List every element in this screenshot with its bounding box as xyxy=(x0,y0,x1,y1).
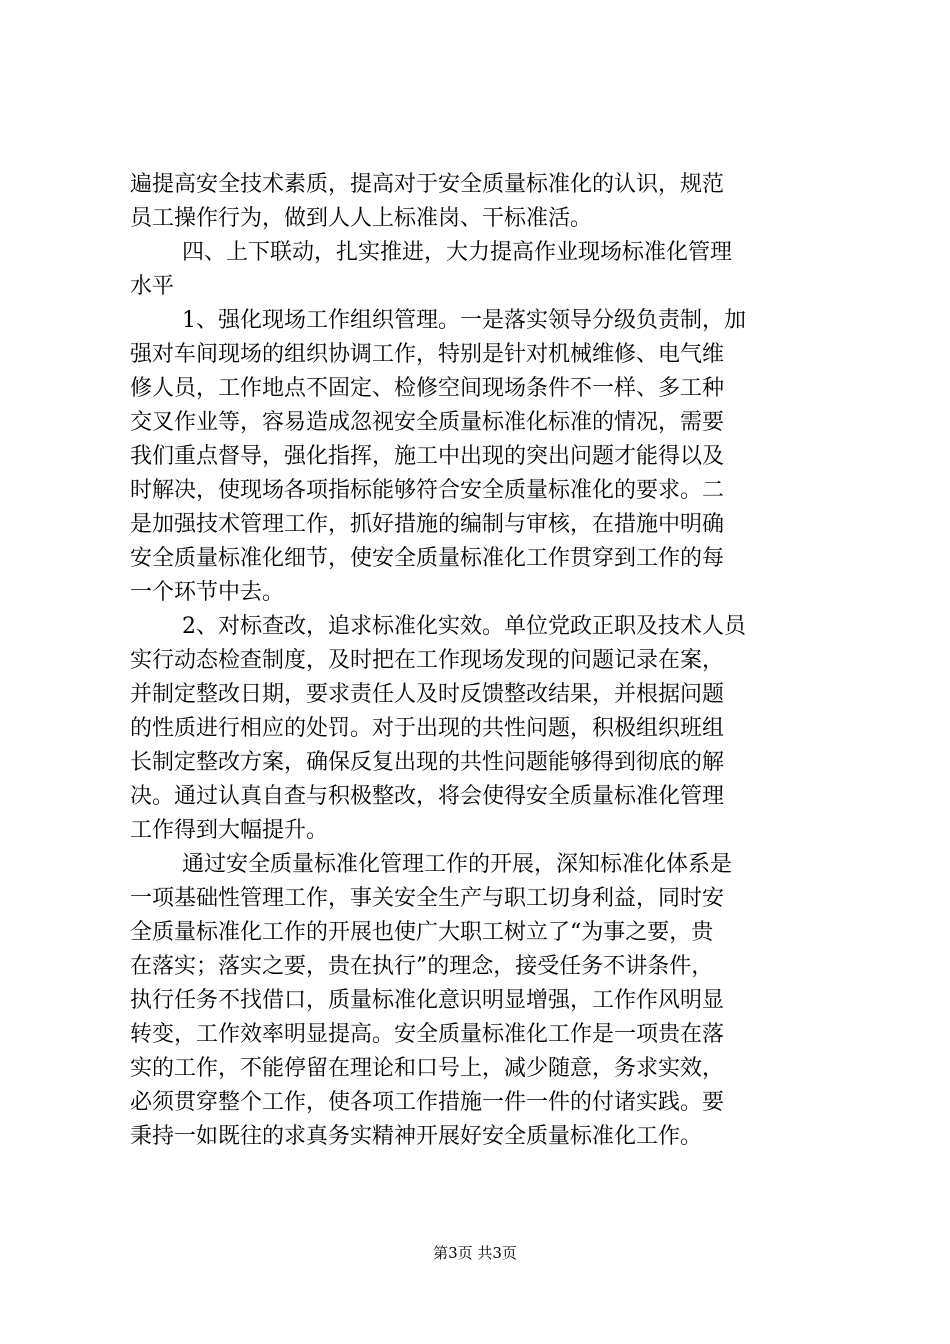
text-line: 实的工作，不能停留在理论和口号上，减少随意，务求实效， xyxy=(130,1056,725,1081)
text-line: 修人员，工作地点不固定、检修空间现场条件不一样、多工种 xyxy=(130,376,725,401)
text-line: 安全质量标准化细节，使安全质量标准化工作贯穿到工作的每 xyxy=(130,546,725,571)
page-number-label: 第3页 共3页 xyxy=(433,1244,517,1262)
paragraph-start-line: 2、对标查改，追求标准化实效。单位党政正职及技术人员 xyxy=(182,614,746,639)
paragraph-start-line: 1、强化现场工作组织管理。一是落实领导分级负责制，加 xyxy=(182,308,746,333)
text-line: 工作得到大幅提升。 xyxy=(130,818,329,843)
section-heading-line: 四、上下联动，扎实推进，大力提高作业现场标准化管理 xyxy=(182,240,733,265)
section-heading-line: 水平 xyxy=(130,274,175,299)
text-line: 决。通过认真自查与积极整改，将会使得安全质量标准化管理 xyxy=(130,784,725,809)
text-line: 员工操作行为，做到人人上标准岗、干标准活。 xyxy=(130,206,593,231)
text-line: 交叉作业等，容易造成忽视安全质量标准化标准的情况，需要 xyxy=(130,410,725,435)
text-line: 全质量标准化工作的开展也使广大职工树立了“为事之要，贵 xyxy=(130,920,714,945)
text-line: 执行任务不找借口，质量标准化意识明显增强，工作作风明显 xyxy=(130,988,725,1013)
text-line: 是加强技术管理工作，抓好措施的编制与审核，在措施中明确 xyxy=(130,512,725,537)
document-body xyxy=(130,168,830,1154)
text-line: 的性质进行相应的处罚。对于出现的共性问题，积极组织班组 xyxy=(130,716,725,741)
text-line: 并制定整改日期，要求责任人及时反馈整改结果，并根据问题 xyxy=(130,682,725,707)
text-line: 长制定整改方案，确保反复出现的共性问题能够得到彻底的解 xyxy=(130,750,725,775)
text-line: 必须贯穿整个工作，使各项工作措施一件一件的付诸实践。要 xyxy=(130,1090,725,1115)
text-line: 一项基础性管理工作，事关安全生产与职工切身利益，同时安 xyxy=(130,886,725,911)
text-line: 秉持一如既往的求真务实精神开展好安全质量标准化工作。 xyxy=(130,1124,703,1149)
text-line: 实行动态检查制度，及时把在工作现场发现的问题记录在案， xyxy=(130,648,725,673)
text-line: 强对车间现场的组织协调工作，特别是针对机械维修、电气维 xyxy=(130,342,725,367)
text-line: 时解决，使现场各项指标能够符合安全质量标准化的要求。二 xyxy=(130,478,725,503)
text-line: 一个环节中去。 xyxy=(130,580,285,605)
page-footer xyxy=(0,1243,950,1263)
text-line: 我们重点督导，强化指挥，施工中出现的突出问题才能得以及 xyxy=(130,444,725,469)
paragraph-start-line: 通过安全质量标准化管理工作的开展，深知标准化体系是 xyxy=(182,852,733,877)
text-line: 在落实；落实之要，贵在执行”的理念，接受任务不讲条件， xyxy=(130,954,714,979)
text-line: 遍提高安全技术素质，提高对于安全质量标准化的认识，规范 xyxy=(130,172,725,197)
text-line: 转变，工作效率明显提高。安全质量标准化工作是一项贵在落 xyxy=(130,1022,725,1047)
